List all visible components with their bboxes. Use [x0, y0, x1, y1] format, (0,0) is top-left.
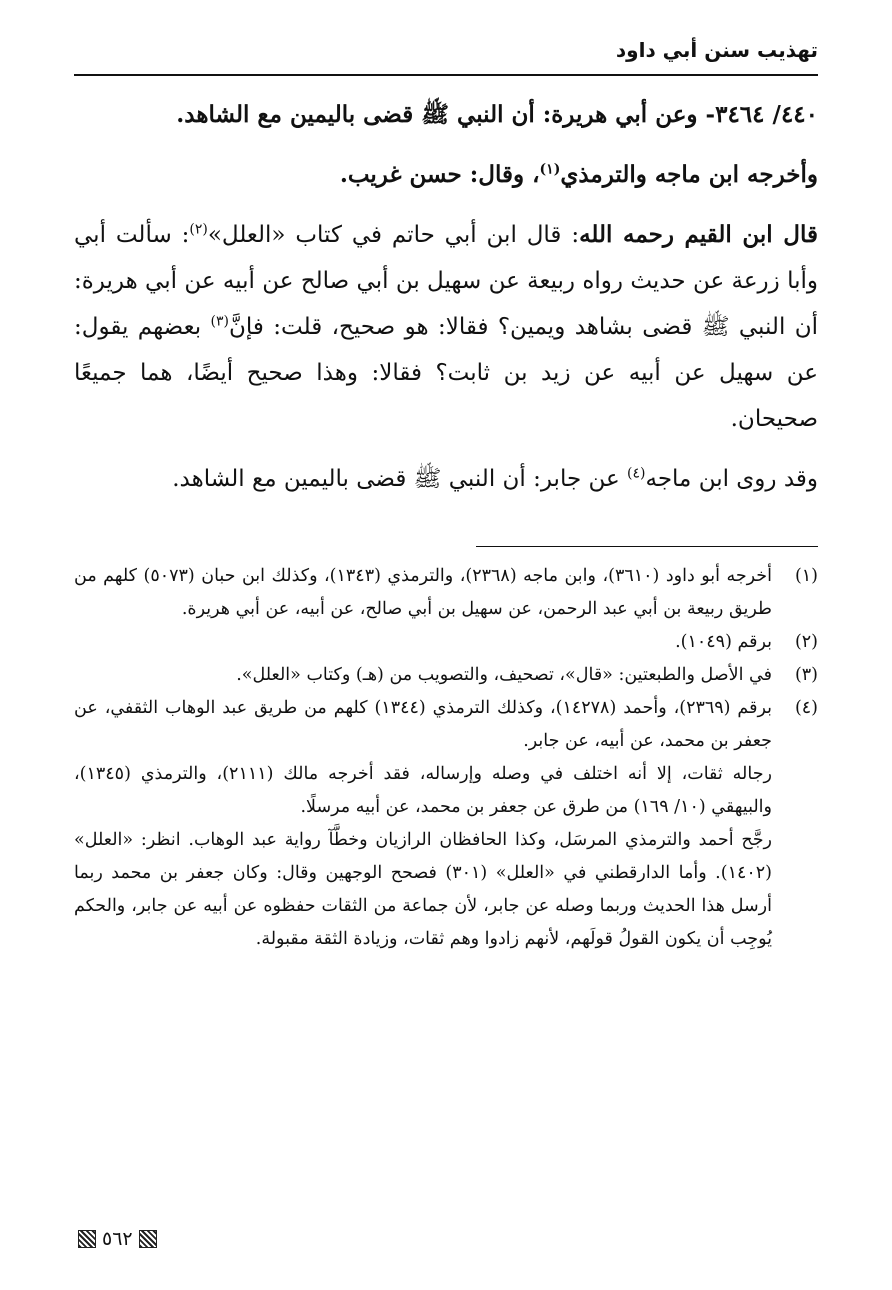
takhrij-paragraph — [74, 152, 818, 198]
running-title: تهذيب سنن أبي داود — [615, 38, 818, 62]
ibn-majah-paragraph — [74, 456, 818, 502]
footnote-3 — [74, 659, 818, 692]
takhrij-text: وأخرجه ابن ماجه والترمذي — [560, 161, 818, 188]
footnote-number: (٤) — [794, 698, 818, 718]
hadith-paragraph: ٤٤٠/ ٣٤٦٤- وعن أبي هريرة: أن النبي ﷺ قضى باليمين مع الشاهد. — [176, 101, 818, 128]
footnote-ref-1: (١) — [539, 161, 561, 178]
footnote-ref-4: (٤) — [627, 465, 646, 482]
footnote-number: (٢) — [794, 632, 818, 652]
page-number-block — [72, 1228, 163, 1250]
footnotes — [74, 560, 818, 956]
footnote-2 — [74, 626, 818, 659]
main-text — [74, 92, 818, 516]
footnote-number: (١) — [794, 566, 818, 586]
header-rule — [74, 74, 818, 76]
ibn-qayyim-paragraph — [74, 212, 818, 442]
footnote-text: رجاله ثقات، إلا أنه اختلف في وصله وإرساله، فقد أخرجه مالك (٢١١١)، والترمذي (١٣٤٥)، والبيهقي (١٠/ ١٦٩) من طرق عن جعفر بن محمد، عن أبيه مرسلًا. — [74, 764, 772, 817]
footnote-ref-2: (٢) — [189, 221, 208, 238]
footnote-1 — [74, 560, 818, 626]
footnote-text: برقم (١٠٤٩). — [675, 632, 772, 652]
takhrij-end: ، وقال: حسن غريب. — [339, 161, 540, 188]
page-number: ٥٦٢ — [102, 1228, 133, 1250]
footnote-text: رجَّح أحمد والترمذي المرسَل، وكذا الحافظان الرازيان وخطَّآ رواية عبد الوهاب. انظر: «العلل» (١٤٠٢). وأما الدارقطني في «العلل» (٣٠١) فصحح الوجهين وقال: وكان جعفر بن محمد ربما أرسل هذا الحديث وربما وصله عن جابر، لأن جماعة من الثقات حفظوه عن أبيه عن جابر، والحكم يُوجِب أن يكون القولُ قولَهم، لأنهم زادوا وهم ثقات، وزيادة الثقة مقبولة. — [74, 830, 772, 949]
footnote-ref-3: (٣) — [210, 313, 229, 330]
ibn-qayyim-lead: قال ابن القيم رحمه الله — [579, 221, 818, 248]
footnote-number: (٣) — [794, 665, 818, 685]
paragraph-text-c: بعضهم يقول: عن سهيل عن أبيه عن زيد بن ثابت؟ فقالا: وهذا صحيح أيضًا، هما جميعًا صحيحان. — [74, 314, 818, 432]
ibn-majah-text-a: وقد روى ابن ماجه — [645, 466, 818, 492]
ornament-icon — [139, 1230, 157, 1248]
footnote-text: برقم (٢٣٦٩)، وأحمد (١٤٢٧٨)، وكذلك الترمذي (١٣٤٤) كلهم من طريق عبد الوهاب الثقفي، عن جعفر بن محمد، عن أبيه، عن جابر. — [74, 698, 772, 751]
footnote-text: في الأصل والطبعتين: «قال»، تصحيف، والتصويب من (هـ) وكتاب «العلل». — [236, 665, 772, 685]
footnote-text: أخرجه أبو داود (٣٦١٠)، وابن ماجه (٢٣٦٨)، والترمذي (١٣٤٣)، وكذلك ابن حبان (٥٠٧٣) كلهم من طريق ربيعة بن أبي عبد الرحمن، عن سهيل بن أبي صالح، عن أبيه، عن أبي هريرة. — [74, 566, 772, 619]
footnote-rule — [476, 546, 818, 547]
footnote-4 — [74, 692, 818, 956]
ornament-icon — [78, 1230, 96, 1248]
paragraph-text-a: : قال ابن أبي حاتم في كتاب «العلل» — [207, 222, 580, 248]
ibn-majah-text-b: عن جابر: أن النبي ﷺ قضى باليمين مع الشاهد. — [172, 466, 628, 492]
paragraph-text-b: : سألت أبي وأبا زرعة عن حديث رواه ربيعة عن سهيل بن أبي صالح عن أبيه عن أبي هريرة: أن النبي ﷺ قضى بشاهد ويمين؟ فقالا: هو صحيح، قلت: فإنَّ — [74, 222, 819, 340]
